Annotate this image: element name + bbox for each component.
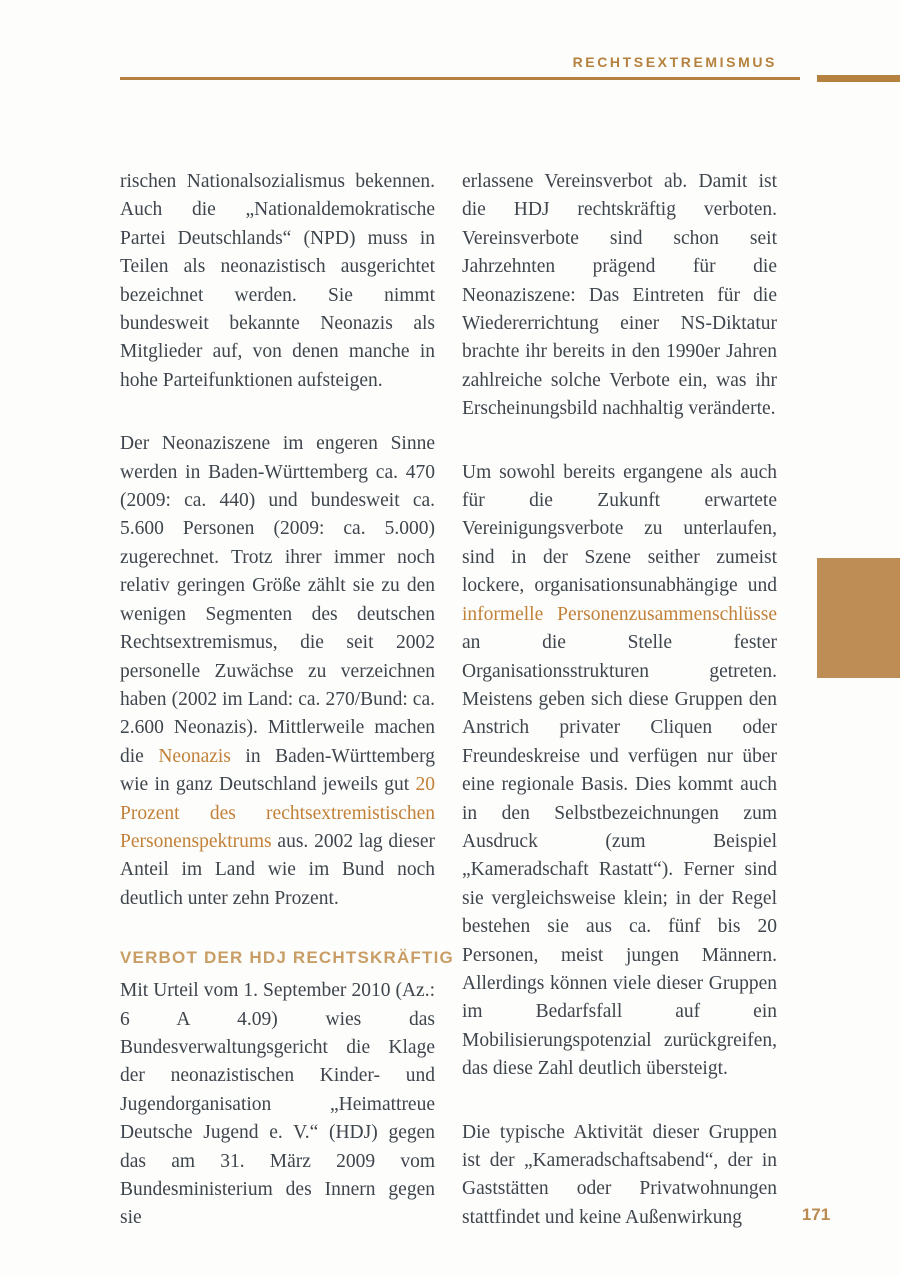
body-text: rischen Nationalsozialismus bekennen. Auch die „Nationaldemokratische Partei Deutschlands“ (NPD) muss in Teilen als neonazistisch ausgerichtet bezeichnet werden. Sie nimmt bundesweit bekannte Neonazis als Mitglieder auf, von denen manche in hohe Parteifunktionen aufsteigen. <box>120 171 435 391</box>
section-heading: VERBOT DER HDJ RECHTSKRÄFTIG <box>120 948 454 968</box>
accent-text: Neonazis <box>158 745 231 767</box>
body-text: aus. 2002 lag dieser Anteil im Land wie im Bund noch deutlich unter zehn Prozent. <box>120 830 435 909</box>
running-head-title: RECHTSEXTREMISMUS <box>572 54 777 70</box>
paragraph <box>120 168 435 395</box>
body-text: erlassene Vereinsverbot ab. Damit ist die HDJ rechtskräftig verboten. Vereinsverbote sind schon seit Jahrzehnten prägend für die Neonaziszene: Das Eintreten für die Wiedererrichtung einer NS-Diktatur brachte ihr bereits in den 1990er Jahren zahlreiche solche Verbote ein, was ihr Erscheinungsbild nachhaltig veränderte. <box>462 171 777 420</box>
body-text: Die typische Aktivität dieser Gruppen ist der „Kameradschaftsabend“, der in Gaststätten oder Privatwohnungen stattfindet und keine Außenwirkung <box>462 1121 777 1228</box>
body-text: Mit Urteil vom 1. September 2010 (Az.: 6 A 4.09) wies das Bundesverwaltungsgericht die Klage der neonazistischen Kinder- und Jugendorganisation „Heimattreue Deutsche Jugend e. V.“ (HDJ) gegen das am 31. März 2009 vom Bundesministerium des Innern gegen sie <box>120 980 435 1229</box>
body-text: Der Neonaziszene im engeren Sinne werden in Baden-Württemberg ca. 470 (2009: ca. 440) und bundesweit ca. 5.600 Personen (2009: ca. 5.000) zugerechnet. Trotz ihrer immer noch relativ geringen Größe zählt sie zu den wenigen Segmenten des deutschen Rechtsextremismus, die seit 2002 personelle Zuwächse zu verzeichnen haben (2002 im Land: ca. 270/Bund: ca. 2.600 Neonazis). Mittlerweile machen die <box>120 433 435 767</box>
paragraph <box>462 1119 777 1233</box>
paragraph <box>120 977 435 1233</box>
body-text: in Baden-Württemberg wie in ganz Deutschland jeweils gut <box>120 745 435 796</box>
text-columns <box>120 168 777 1233</box>
page-number: 171 <box>801 1205 831 1224</box>
paragraph <box>462 459 777 1084</box>
header-corner-bar <box>817 75 900 82</box>
chapter-edge-tab <box>817 558 900 678</box>
left-column <box>120 168 454 1233</box>
header-rule <box>120 77 800 80</box>
body-text: Um sowohl bereits ergangene als auch für die Zukunft erwartete Vereinigungsverbote zu unterlaufen, sind in der Szene seither zumeist lockere, organisationsunabhängige und <box>462 461 777 597</box>
paragraph <box>462 168 777 424</box>
accent-text: informelle Personenzusammenschlüsse <box>462 603 777 625</box>
right-column <box>462 168 777 1233</box>
body-text: an die Stelle fester Organisationsstrukturen getreten. Meistens geben sich diese Gruppen den Anstrich privater Cliquen oder Freundeskreise und verfügen nur über eine regionale Basis. Dies kommt auch in den Selbstbezeichnungen zum Ausdruck (zum Beispiel „Kameradschaft Rastatt“). Ferner sind sie vergleichsweise klein; in der Regel bestehen sie aus ca. fünf bis 20 Personen, meist jungen Männern. Allerdings können viele dieser Gruppen im Bedarfsfall auf ein Mobilisierungspotenzial zurückgreifen, das diese Zahl deutlich übersteigt. <box>462 632 777 1080</box>
paragraph <box>120 430 435 913</box>
accent-text: 20 Prozent des rechtsextremistischen Personenspektrums <box>120 774 435 852</box>
